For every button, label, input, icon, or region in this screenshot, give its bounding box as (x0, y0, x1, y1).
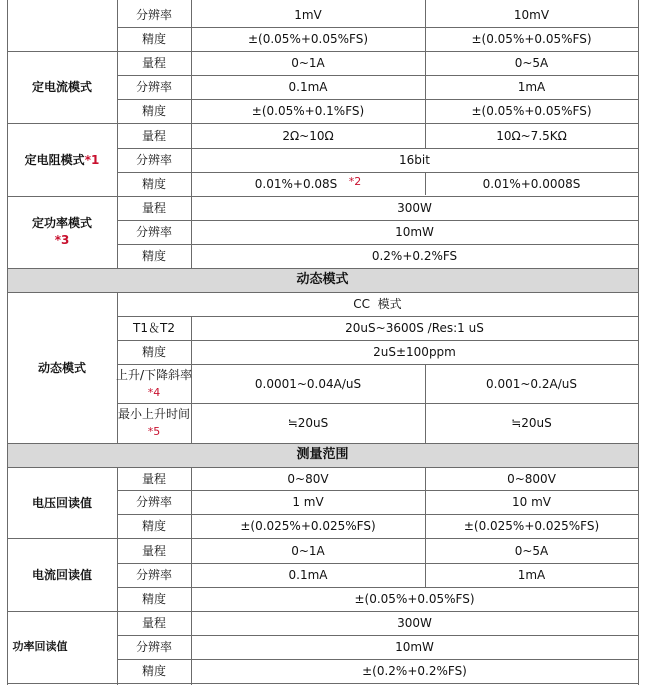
param-cell: 分辨率 (135, 495, 172, 509)
value-cell: 0~80V (287, 471, 329, 486)
merged-value-cell: 2uS±100ppm (373, 345, 456, 359)
category-cp-label: 定功率模式 (31, 216, 92, 230)
value-cell: 0~5A (514, 543, 549, 558)
category-cr (7, 123, 117, 196)
param-cell (117, 403, 191, 443)
merged-value-cell: 10mW (395, 225, 434, 239)
merged-value-cell: ±(0.2%+0.2%FS) (362, 664, 467, 678)
category-power-readback: 功率回读值 (12, 640, 68, 653)
value-cell: ±(0.05%+0.05%FS) (471, 32, 592, 46)
param-cell: 量程 (141, 56, 166, 70)
value-cell: 0.0001~0.04A/uS (254, 376, 362, 391)
merged-value-cell: 10mW (395, 640, 434, 654)
category-current-readback: 电流回读值 (31, 567, 92, 582)
param-cell: 精度 (141, 592, 166, 606)
value-cell: 0~1A (291, 543, 325, 558)
param-cell: 精度 (141, 664, 166, 678)
param-text: 上升/下降斜率 (115, 367, 193, 382)
param-cell: 分辨率 (135, 153, 172, 167)
merged-value-cell: 300W (397, 616, 432, 630)
category-cc: 定电流模式 (31, 80, 92, 94)
value-cell: 10Ω~7.5KΩ (496, 128, 567, 143)
section-header-dynamic: 动态模式 (296, 272, 349, 287)
value-cell: 1mV (294, 8, 322, 22)
value-cell: 0~1A (291, 56, 325, 70)
param-cell: 量程 (141, 201, 166, 215)
param-cell: 精度 (141, 32, 166, 46)
value-cell: ≒20uS (287, 416, 329, 430)
param-cell (117, 364, 191, 403)
value-cell: ±(0.025%+0.025%FS) (463, 519, 600, 533)
value-cell: 1 mV (292, 495, 324, 509)
param-cell: 精度 (141, 519, 166, 533)
value-cell: ±(0.025%+0.025%FS) (240, 519, 376, 533)
value-cell: 0.1mA (288, 80, 328, 94)
value-cell: 0.1mA (288, 568, 328, 582)
value-cell: 10mV (513, 8, 550, 22)
category-cp (7, 196, 117, 268)
value-cell: 0~5A (514, 56, 549, 70)
footnote-marker: *5 (147, 425, 161, 438)
value-cell: ≒20uS (511, 416, 552, 430)
value-cell: 1mA (517, 80, 546, 94)
merged-value-cell: ±(0.05%+0.05%FS) (354, 592, 475, 606)
value-cell: 0.001~0.2A/uS (486, 376, 577, 391)
footnote-marker: *4 (147, 385, 161, 399)
value-cell: 1mA (517, 568, 546, 582)
section-header-measure: 测量范围 (296, 447, 349, 462)
param-cell: 分辨率 (135, 225, 172, 239)
value-cell: ±(0.05%+0.05%FS) (247, 32, 369, 46)
value-cell (191, 172, 425, 196)
param-cell: 分辨率 (135, 8, 172, 22)
param-cell: 精度 (141, 177, 166, 191)
footnote-marker: *3 (54, 233, 70, 247)
param-cell: 分辨率 (135, 80, 172, 94)
cc-mode-label: CC 模式 (353, 297, 402, 311)
param-cell: T1＆T2 (133, 321, 175, 335)
param-text: 最小上升时间 (117, 407, 190, 421)
merged-value-cell: 20uS~3600S /Res:1 uS (345, 321, 484, 335)
value-cell: 0.01%+0.0008S (482, 177, 581, 191)
value-cell: ±(0.05%+0.05%FS) (471, 104, 592, 118)
merged-value-cell: 16bit (399, 153, 430, 167)
param-cell: 精度 (141, 104, 166, 118)
category-cr-label: 定电阻模式 (24, 152, 85, 167)
merged-value-cell: 300W (397, 201, 432, 215)
param-cell: 量程 (141, 543, 166, 558)
param-cell: 分辨率 (135, 640, 172, 654)
footnote-marker: *1 (84, 152, 100, 167)
footnote-marker: *2 (348, 175, 362, 188)
param-cell: 量程 (141, 616, 166, 630)
param-cell: 量程 (141, 128, 166, 143)
param-cell: 分辨率 (135, 568, 172, 582)
param-cell: 量程 (141, 471, 166, 486)
merged-value-cell: 0.2%+0.2%FS (371, 249, 458, 263)
category-voltage-readback: 电压回读值 (31, 495, 92, 510)
value-cell: 0~800V (507, 471, 556, 486)
table-border-right (638, 0, 639, 685)
category-dynamic: 动态模式 (37, 360, 86, 375)
value-cell: 10 mV (512, 495, 551, 509)
value-cell: ±(0.05%+0.1%FS) (251, 104, 365, 118)
param-cell: 精度 (141, 249, 166, 263)
param-cell: 精度 (141, 345, 166, 359)
value-cell: 2Ω~10Ω (282, 128, 334, 143)
row-line (7, 683, 639, 684)
value-text: 0.01%+0.08S (254, 177, 338, 191)
